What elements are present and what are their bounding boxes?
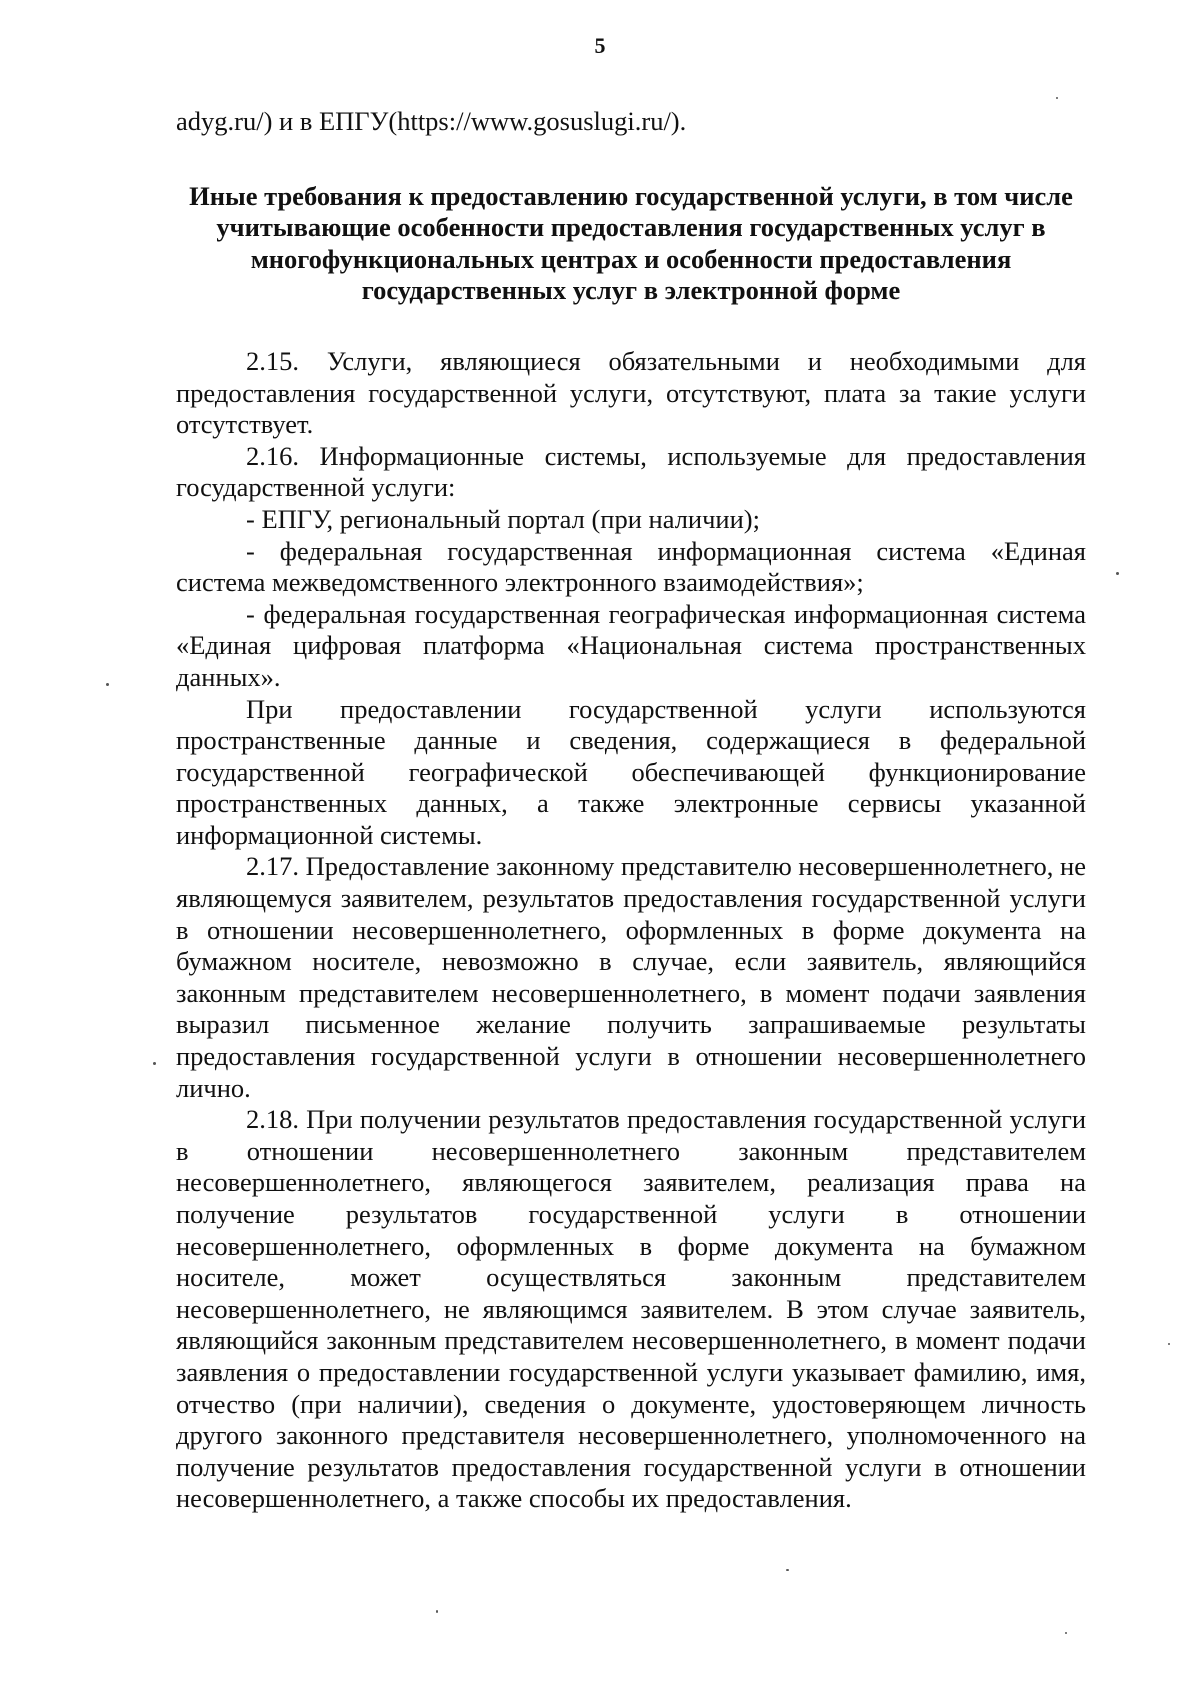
paragraph-2-17: 2.17. Предоставление законному представителю несовершеннолетнего, не являющемуся заявителем, результатов предоставления государственной услуги в отношении несовершеннолетнего, оформленных в форме документа на бумажном носителе, невозможно в случае, если заявитель, являющийся законным представителем несовершеннолетнего, в момент подачи заявления выразил письменное желание получить запрашиваемые результаты предоставления государственной услуги в отношении несовершеннолетнего лично.: [176, 851, 1086, 1103]
scan-speck: [106, 683, 109, 686]
list-item-nspd: - федеральная государственная географическая информационная система «Единая цифровая платформа «Национальная система пространственных данных».: [176, 598, 1086, 692]
paragraph-spatial-data: При предоставлении государственной услуги используются пространственные данные и сведения, содержащиеся в федеральной государственной географической обеспечивающей функционирование пространственных данных, а также электронные сервисы указанной информационной системы.: [176, 693, 1086, 850]
paragraph-2-15: 2.15. Услуги, являющиеся обязательными и необходимыми для предоставления государственной услуги, отсутствуют, плата за такие услуги отсутствует.: [176, 345, 1086, 440]
paragraph-2-18: 2.18. При получении результатов предоставления государственной услуги в отношении несовершеннолетнего законным представителем несовершеннолетнего, являющегося заявителем, реализация права на получение результатов государственной услуги в отношении несовершеннолетнего, оформленных в форме документа на бумажном носителе, может осуществляться законным представителем несовершеннолетнего, не являющимся заявителем. В этом случае заявитель, являющийся законным представителем несовершеннолетнего, в момент подачи заявления о предоставлении государственной услуги указывает фамилию, имя, отчество (при наличии), сведения о документе, удостоверяющем личность другого законного представителя несовершеннолетнего, уполномоченного на получение результатов предоставления государственной услуги в отношении несовершеннолетнего, а также способы их предоставления.: [176, 1104, 1086, 1514]
scan-speck: [1168, 1343, 1170, 1345]
scan-speck: [1056, 97, 1058, 99]
section-heading: Иные требования к предоставлению государственной услуги, в том числе учитывающие особенности предоставления государственных услуг в многофункциональных центрах и особенности предоставления государственных услуг в электронной форме: [189, 180, 1073, 306]
scan-speck: [153, 1062, 156, 1065]
scan-speck: [1065, 1632, 1067, 1634]
scan-speck: [436, 1610, 438, 1613]
page-number: 5: [594, 33, 606, 58]
paragraph-2-16: 2.16. Информационные системы, используемые для предоставления государственной услуги:: [176, 440, 1086, 503]
intro-line: adyg.ru/) и в ЕПГУ(https://www.gosuslugi.ru/).: [176, 106, 687, 136]
scan-speck: [1116, 572, 1119, 575]
list-item-smev: - федеральная государственная информационная система «Единая система межведомственного электронного взаимодействия»;: [176, 535, 1086, 598]
page-content: [176, 106, 1086, 1515]
list-item-epgu: - ЕПГУ, региональный портал (при наличии);: [246, 503, 760, 534]
scan-speck: [786, 1569, 789, 1571]
